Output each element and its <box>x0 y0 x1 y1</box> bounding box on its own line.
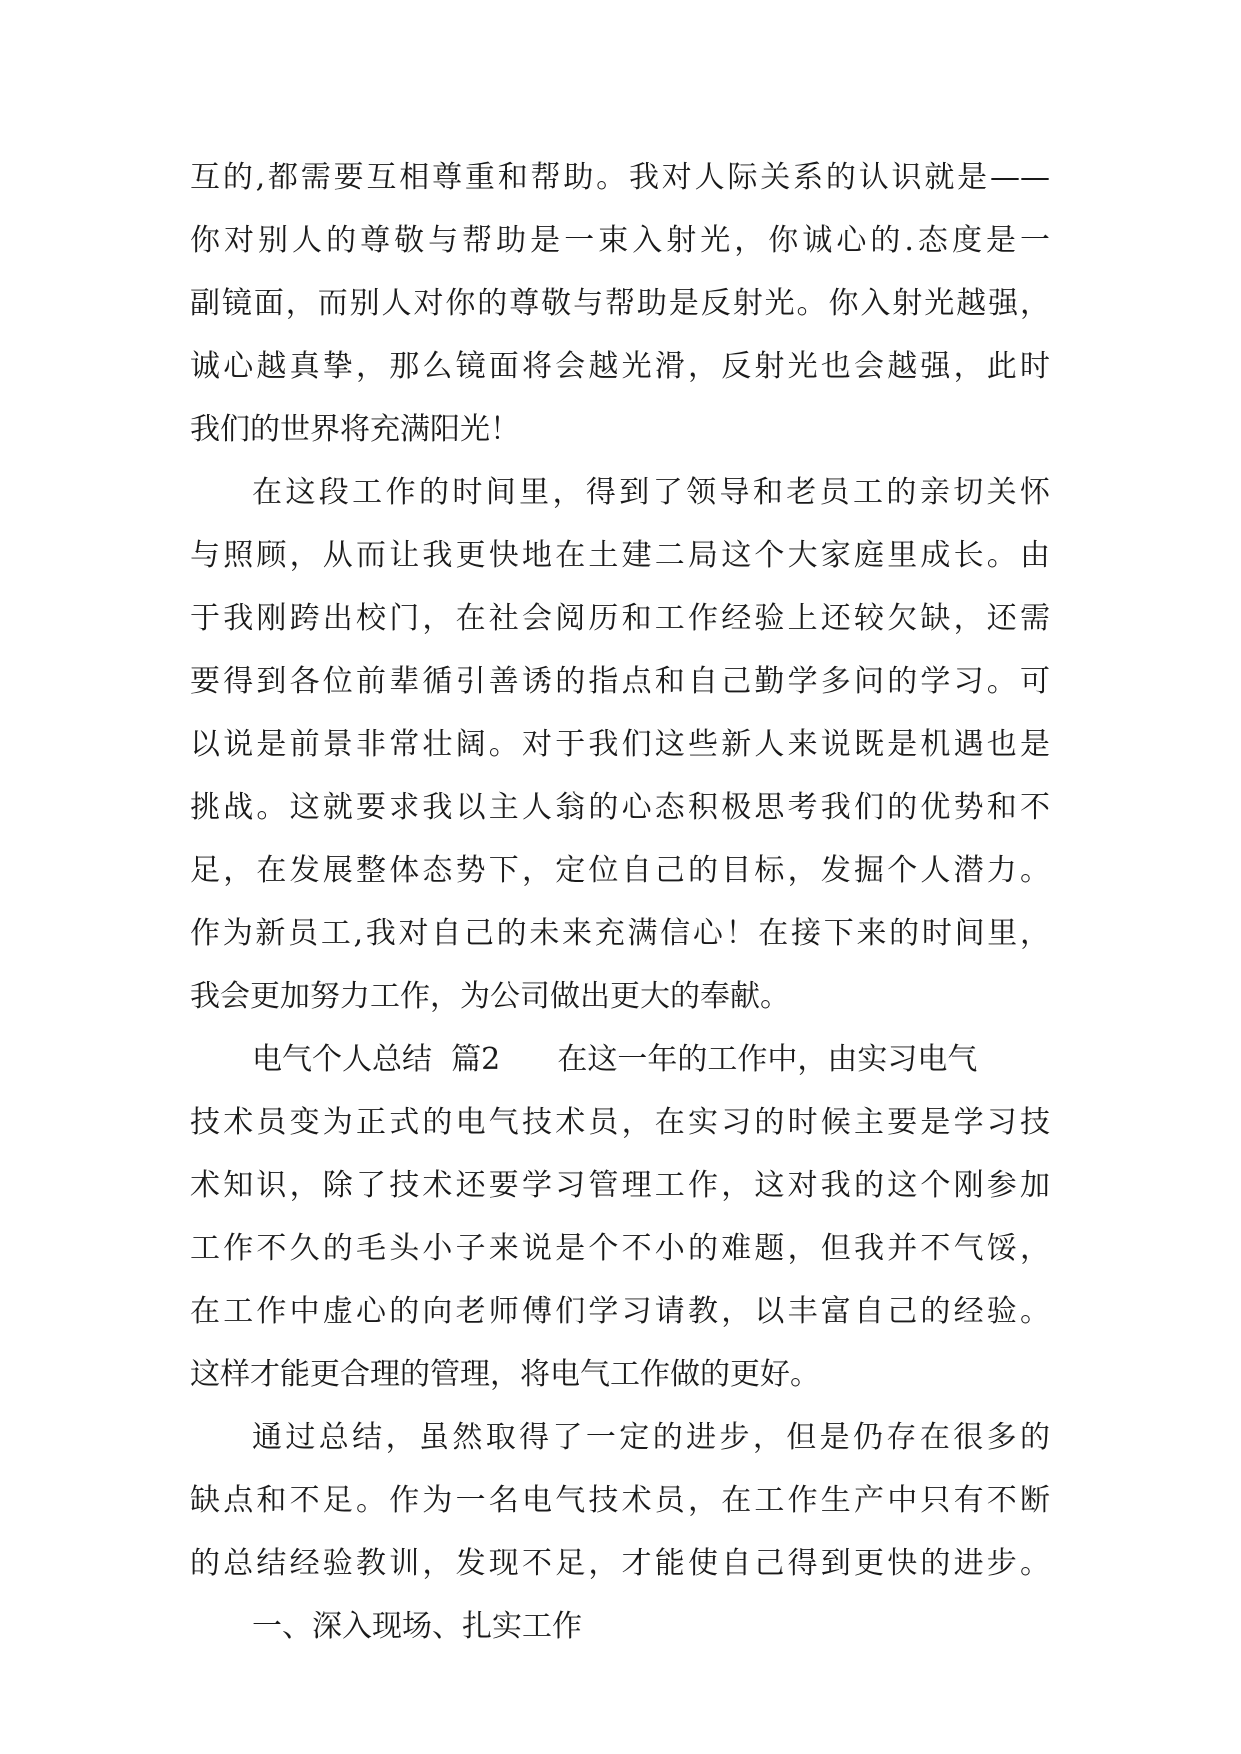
text-line: 这样才能更合理的管理，将电气工作做的更好。 <box>190 1357 820 1392</box>
paragraph-start-line: 通过总结，虽然取得了一定的进步，但是仍存在很多的 <box>252 1420 1050 1455</box>
document-body <box>190 146 1050 1658</box>
text-line: 的总结经验教训，发现不足，才能使自己得到更快的进步。 <box>190 1546 1050 1581</box>
text-line: 要得到各位前辈循引善诱的指点和自己勤学多问的学习。可 <box>190 664 1050 699</box>
section-heading-line: 电气个人总结 篇2 在这一年的工作中，由实习电气 <box>252 1042 978 1077</box>
text-line: 缺点和不足。作为一名电气技术员，在工作生产中只有不断 <box>190 1483 1050 1518</box>
subheading-line: 一、深入现场、扎实工作 <box>252 1609 582 1644</box>
text-line: 术知识，除了技术还要学习管理工作，这对我的这个刚参加 <box>190 1168 1050 1203</box>
text-line: 诚心越真挚，那么镜面将会越光滑，反射光也会越强，此时 <box>190 349 1050 384</box>
text-line: 工作不久的毛头小子来说是个不小的难题，但我并不气馁， <box>190 1231 1050 1266</box>
paragraph-start-line: 在这段工作的时间里，得到了领导和老员工的亲切关怀 <box>252 475 1050 510</box>
text-line: 作为新员工,我对自己的未来充满信心！在接下来的时间里， <box>190 916 1050 951</box>
text-line: 在工作中虚心的向老师傅们学习请教，以丰富自己的经验。 <box>190 1294 1050 1329</box>
text-line: 于我刚跨出校门，在社会阅历和工作经验上还较欠缺，还需 <box>190 601 1050 636</box>
text-line: 我会更加努力工作，为公司做出更大的奉献。 <box>190 979 790 1014</box>
text-line: 技术员变为正式的电气技术员，在实习的时候主要是学习技 <box>190 1105 1050 1140</box>
text-line: 副镜面，而别人对你的尊敬与帮助是反射光。你入射光越强， <box>190 286 1050 321</box>
text-line: 以说是前景非常壮阔。对于我们这些新人来说既是机遇也是 <box>190 727 1050 762</box>
text-line: 挑战。这就要求我以主人翁的心态积极思考我们的优势和不 <box>190 790 1050 825</box>
text-line: 互的,都需要互相尊重和帮助。我对人际关系的认识就是—— <box>190 160 1050 195</box>
text-line: 我们的世界将充满阳光！ <box>190 412 520 447</box>
text-line: 足，在发展整体态势下，定位自己的目标，发掘个人潜力。 <box>190 853 1050 888</box>
text-line: 你对别人的尊敬与帮助是一束入射光，你诚心的.态度是一 <box>190 223 1050 258</box>
text-line: 与照顾，从而让我更快地在土建二局这个大家庭里成长。由 <box>190 538 1050 573</box>
